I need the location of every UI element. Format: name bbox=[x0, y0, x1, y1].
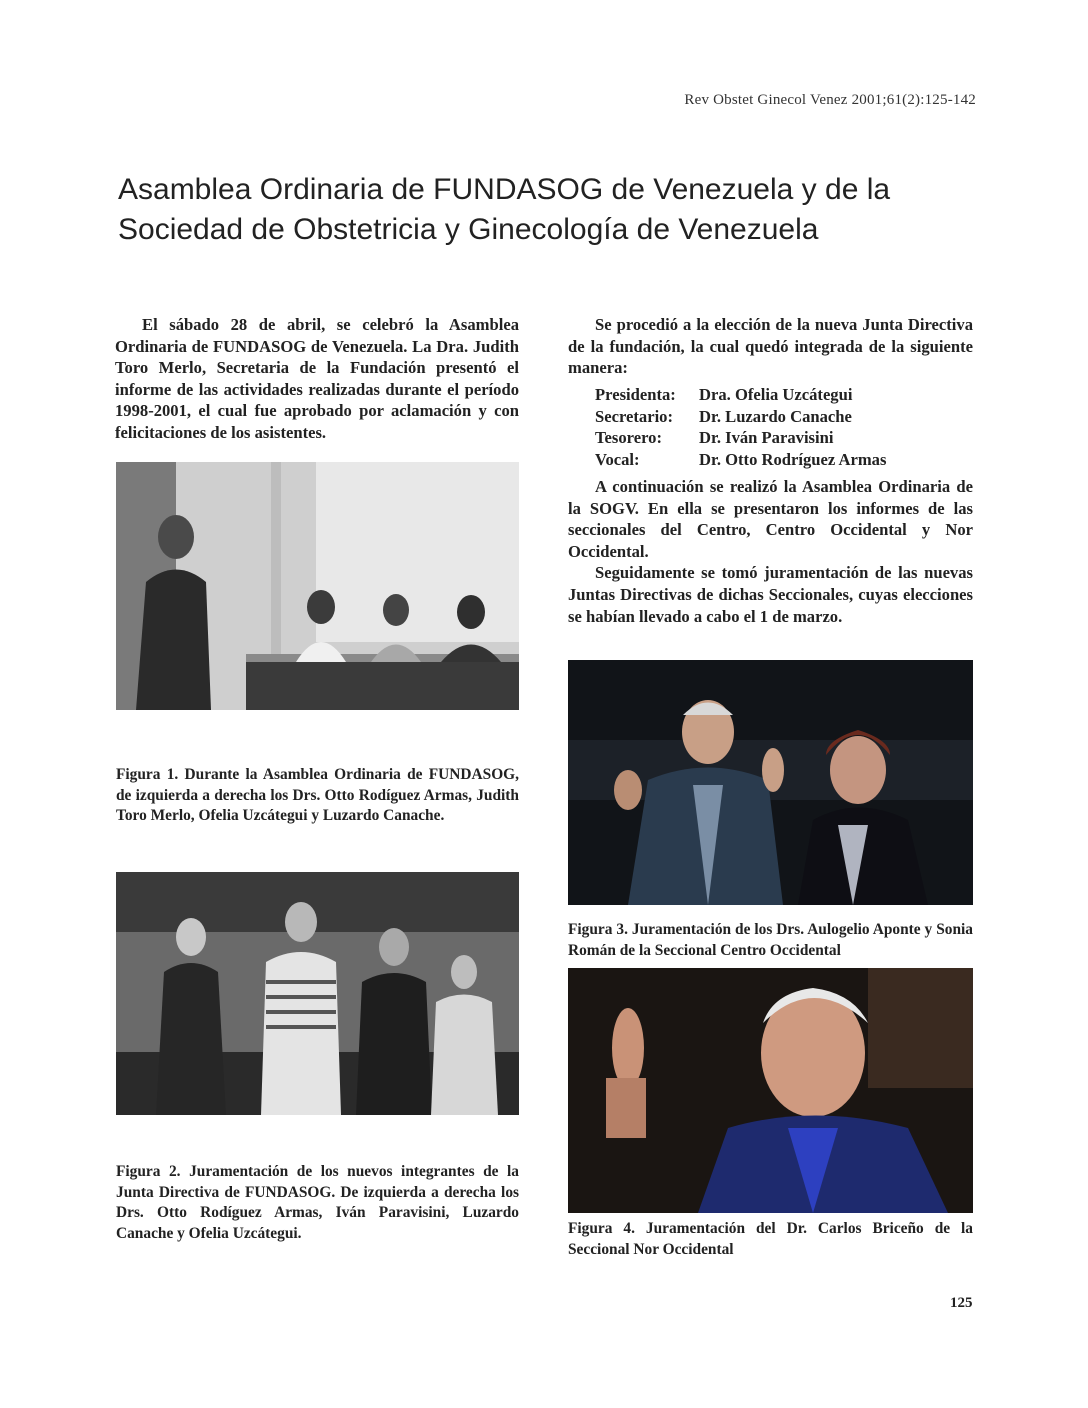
article-title-line-1: Asamblea Ordinaria de FUNDASOG de Venezuela y de la bbox=[118, 173, 891, 206]
officer-row bbox=[595, 427, 973, 449]
left-column-text bbox=[115, 314, 519, 444]
officer-name: Dr. Iván Paravisini bbox=[699, 428, 834, 448]
officer-role: Secretario: bbox=[595, 406, 674, 426]
officer-role: Vocal: bbox=[595, 449, 640, 469]
article-title bbox=[118, 170, 978, 250]
officer-row bbox=[595, 406, 973, 428]
officers-list bbox=[595, 384, 973, 470]
officer-name: Dr. Otto Rodríguez Armas bbox=[699, 449, 887, 469]
figure-4-photo bbox=[568, 968, 973, 1213]
figure-1-photo bbox=[116, 462, 519, 710]
figure-3-photo bbox=[568, 660, 973, 905]
figure-2-photo bbox=[116, 872, 519, 1115]
officer-role: Presidenta: bbox=[595, 385, 676, 404]
paragraph-swearing-in: Seguidamente se tomó juramentación de las nuevas Juntas Directivas de dichas Seccionales, cuyas elecciones se habían llevado a cabo el 1 de marzo. bbox=[568, 563, 973, 626]
right-column-intro bbox=[568, 314, 973, 379]
right-column-continuation bbox=[568, 476, 973, 627]
paragraph-assembly: El sábado 28 de abril, se celebró la Asamblea Ordinaria de FUNDASOG de Venezuela. La Dra. Judith Toro Merlo, Secretaria de la Fundación presentó el informe de las actividades realizadas durante el período 1998-2001, el cual fue aprobado por aclamación y con felicitaciones de los asistentes. bbox=[115, 315, 519, 442]
officer-name: Dra. Ofelia Uzcátegui bbox=[699, 385, 853, 404]
figure-1-caption: Figura 1. Durante la Asamblea Ordinaria de FUNDASOG, de izquierda a derecha los Drs. Otto Rodíguez Armas, Judith Toro Merlo, Ofelia Uzcátegui y Luzardo Canache. bbox=[116, 766, 519, 824]
figure-2-caption: Figura 2. Juramentación de los nuevos integrantes de la Junta Directiva de FUNDASOG. De izquierda a derecha los Drs. Otto Rodíguez Armas, Iván Paravisini, Luzardo Canache y Ofelia Uzcátegui. bbox=[116, 1163, 519, 1242]
officer-row bbox=[595, 384, 973, 406]
page-number: 125 bbox=[950, 1295, 973, 1311]
figure-3-caption: Figura 3. Juramentación de los Drs. Aulogelio Aponte y Sonia Román de la Seccional Centro Occidental bbox=[568, 921, 973, 959]
paragraph-sogv-assembly: A continuación se realizó la Asamblea Ordinaria de la SOGV. En ella se presentaron los informes de las seccionales del Centro, Centro Occidental y Nor Occidental. bbox=[568, 477, 973, 561]
figure-4-caption: Figura 4. Juramentación del Dr. Carlos Briceño de la Seccional Nor Occidental bbox=[568, 1220, 973, 1258]
article-title-line-2: Sociedad de Obstetricia y Ginecología de Venezuela bbox=[118, 213, 819, 246]
journal-reference: Rev Obstet Ginecol Venez 2001;61(2):125-142 bbox=[684, 92, 976, 108]
officer-name: Dr. Luzardo Canache bbox=[699, 406, 852, 426]
paragraph-election: Se procedió a la elección de la nueva Junta Directiva de la fundación, la cual quedó integrada de la siguiente manera: bbox=[568, 315, 973, 378]
officer-role: Tesorero: bbox=[595, 428, 662, 448]
officer-row bbox=[595, 449, 973, 471]
